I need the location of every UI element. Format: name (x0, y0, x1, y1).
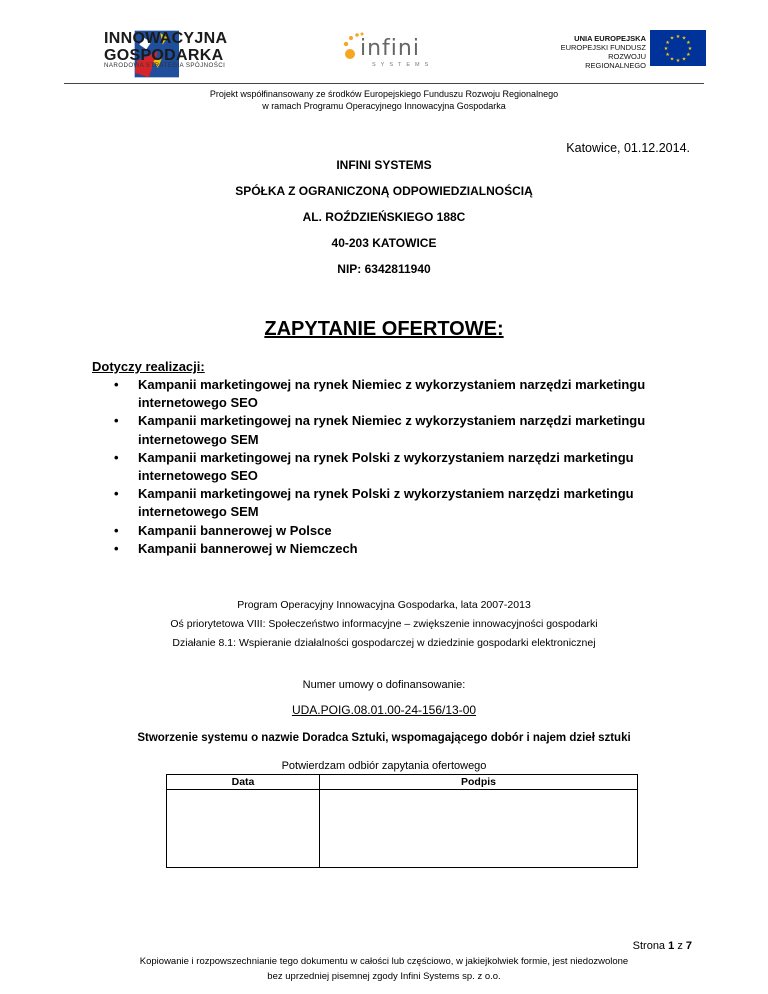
page-total: 7 (685, 940, 692, 952)
page-prefix: Strona (632, 940, 666, 952)
svg-text:★: ★ (669, 35, 675, 42)
date-column-header: Data (167, 775, 320, 790)
program-line1: Program Operacyjny Innowacyjna Gospodarka, lata 2007-2013 (237, 599, 531, 611)
eu-flag-icon (650, 30, 706, 66)
list-item-line1: Kampanii marketingowej na rynek Polski z wykorzystaniem narzędzi marketingu (138, 449, 634, 465)
svg-text:★: ★ (687, 46, 693, 52)
infini-logo-name: infini (360, 36, 420, 61)
cofinancing-line2: w ramach Programu Operacyjnego Innowacyjna Gospodarka (262, 101, 506, 111)
bullet-icon: • (114, 377, 119, 392)
cofinancing-line1: Projekt współfinansowany ze środków Europejskiego Funduszu Rozwoju Regionalnego (209, 89, 559, 99)
svg-text:★: ★ (686, 52, 691, 58)
svg-text:★: ★ (675, 58, 681, 64)
svg-text:★: ★ (665, 52, 670, 58)
confirmation-label: Potwierdzam odbiór zapytania ofertowego (281, 760, 487, 772)
eu-logo-line3: ROZWOJU REGIONALNEGO (585, 52, 646, 70)
svg-text:★: ★ (663, 46, 669, 52)
bullet-icon: • (114, 486, 119, 502)
company-city: 40-203 KATOWICE (331, 236, 437, 250)
bullet-icon: • (114, 522, 119, 538)
svg-text:★: ★ (669, 56, 675, 63)
document-date: Katowice, 01.12.2014. (566, 141, 690, 155)
list-item-line2: internetowego SEO (138, 395, 258, 411)
page-title: ZAPYTANIE OFERTOWE: (264, 318, 504, 340)
company-legal-form: SPÓŁKA Z OGRANICZONĄ ODPOWIEDZIALNOŚCIĄ (235, 184, 533, 198)
ig-logo-line1: INNOWACYJNA (104, 30, 228, 47)
signature-column-header: Podpis (320, 775, 638, 790)
contract-label: Numer umowy o dofinansowanie: (302, 679, 466, 691)
page-current: 1 (668, 940, 675, 952)
bullet-icon: • (114, 413, 119, 429)
svg-text:★: ★ (681, 35, 687, 42)
ig-logo-line2: GOSPODARKA (104, 47, 224, 64)
footer-line1: Kopiowanie i rozpowszechnianie tego dokumentu w całości lub częściowo, w jakiejkolwiek formie, jest niedozwolone (139, 956, 629, 967)
project-title: Stworzenie systemu o nazwie Doradca Sztuki, wspomagającego dobór i najem dzieł sztuki (137, 732, 631, 744)
svg-text:★: ★ (665, 40, 670, 46)
list-item (114, 376, 738, 412)
list-item-line1: Kampanii marketingowej na rynek Polski z wykorzystaniem narzędzi marketingu (138, 486, 634, 502)
program-line2: Oś priorytetowa VIII: Społeczeństwo informacyjne – zwiększenie innowacyjności gospodarki (170, 618, 598, 630)
program-info (0, 596, 768, 653)
list-item-line1: Kampanii bannerowej w Niemczech (138, 540, 358, 556)
svg-text:★: ★ (675, 34, 681, 40)
list-item-line1: Kampanii marketingowej na rynek Niemiec z wykorzystaniem narzędzi marketingu (138, 413, 646, 429)
list-item (114, 522, 738, 540)
ig-logo-subtitle: NARODOWA STRATEGIA SPÓJNOŚCI (104, 62, 226, 69)
list-item (114, 540, 738, 558)
signature-cell[interactable] (320, 790, 638, 868)
eu-logo-line2: EUROPEJSKI FUNDUSZ (560, 43, 646, 52)
list-item-line2: internetowego SEM (138, 504, 259, 520)
header-divider (64, 83, 704, 84)
program-line3: Działanie 8.1: Wspieranie działalności gospodarczej w dziedzinie gospodarki elektronicznej (172, 637, 596, 649)
cofinancing-note (0, 88, 768, 112)
scope-list (112, 376, 738, 558)
ig-logo-title (104, 30, 227, 64)
list-item (114, 449, 738, 485)
contract-number (0, 703, 768, 717)
page-of: z (677, 940, 683, 952)
bullet-icon: • (114, 449, 119, 465)
regards-label: Dotyczy realizacji: (92, 359, 205, 374)
date-cell[interactable] (167, 790, 320, 868)
list-item-line2: internetowego SEM (138, 431, 259, 447)
footer-note (0, 954, 768, 984)
svg-text:★: ★ (686, 40, 691, 46)
company-street: AL. ROŹDZIEŃSKIEGO 188C (302, 210, 466, 224)
infini-logo-sub: SYSTEMS (372, 62, 434, 68)
footer-line2: bez uprzedniej pisemnej zgody Infini Systems sp. z o.o. (267, 971, 501, 982)
page-number (560, 940, 692, 952)
list-item (114, 412, 738, 448)
list-item (114, 485, 738, 521)
contract-number-value: UDA.POIG.08.01.00-24-156/13-00 (291, 703, 477, 717)
eu-logo-text (554, 34, 646, 70)
eu-logo-line1: UNIA EUROPEJSKA (574, 34, 646, 43)
bullet-icon: • (114, 540, 119, 556)
signature-table (166, 774, 638, 868)
list-item-line2: internetowego SEO (138, 468, 258, 484)
list-item-line1: Kampanii bannerowej w Polsce (138, 522, 332, 538)
company-name: INFINI SYSTEMS (336, 158, 432, 172)
company-nip: NIP: 6342811940 (337, 262, 431, 276)
list-item-line1: Kampanii marketingowej na rynek Niemiec z wykorzystaniem narzędzi marketingu (138, 377, 646, 392)
svg-text:★: ★ (681, 56, 687, 63)
